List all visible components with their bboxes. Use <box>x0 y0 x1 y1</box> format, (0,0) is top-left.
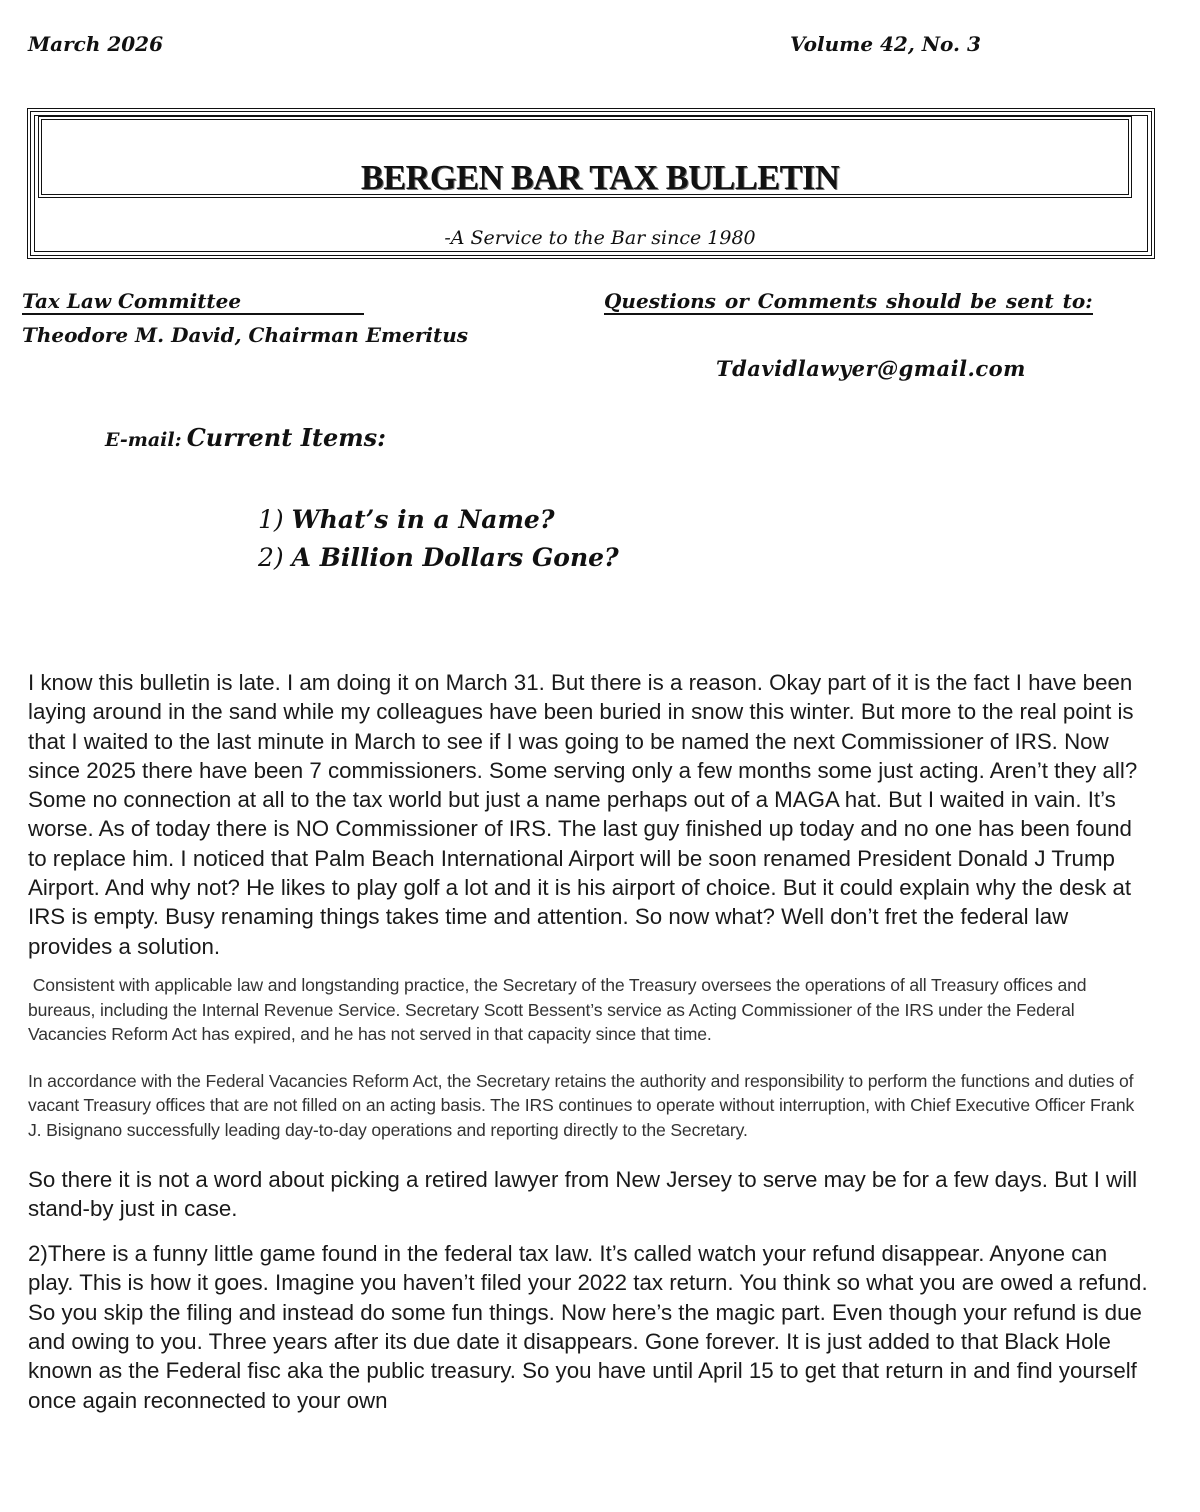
article-paragraph: I know this bulletin is late. I am doing it on March 31. But there is a reason. Okay part of it is the fact I have been laying around in the sand while my colleagues have been buried in snow this winter. But more to the real point is that I waited to the last minute in March to see if I was going to be named the next Commissioner of IRS. Now since 2025 there have been 7 commissioners. Some serving only a few months some just acting. Aren’t they all? Some no connection at all to the tax world but just a name perhaps out of a MAGA hat. But I waited in vain. It’s worse. As of today there is NO Commissioner of IRS. The last guy finished up today and no one has been found to replace him. I noticed that Palm Beach International Airport will be soon renamed President Donald J Trump Airport. And why not? He likes to play golf a lot and it is his airport of choice. But it could explain why the desk at IRS is empty. Busy renaming things takes time and attention. So now what? Well don’t fret the federal law provides a solution. <box>28 670 1138 959</box>
article-body <box>28 668 1150 1427</box>
contact-email-link[interactable]: Tdavidlawyer@gmail.com <box>716 356 1026 381</box>
committee-label: Tax Law Committee <box>22 289 364 315</box>
quoted-paragraph: Consistent with applicable law and longstanding practice, the Secretary of the Treasury oversees the operations of all Treasury offices and bureaus, including the Internal Revenue Service. Secretary Scott Bessent’s service as Acting Commissioner of the IRS under the Federal Vacancies Reform Act has expired, and he has not served in that capacity since that time. <box>28 974 1092 1045</box>
quoted-paragraph: In accordance with the Federal Vacancies Reform Act, the Secretary retains the authority and responsibility to perform the functions and duties of vacant Treasury offices that are not filled on an acting basis. The IRS continues to operate without interruption, with Chief Executive Officer Frank J. Bisignano successfully leading day-to-day operations and reporting directly to the Secretary. <box>28 1070 1135 1140</box>
masthead-subtitle: -A Service to the Bar since 1980 <box>444 227 756 249</box>
current-items-heading <box>105 423 386 452</box>
item-number: 2) <box>258 543 284 572</box>
issue-date: March 2026 <box>28 32 163 56</box>
committee-chair: Theodore M. David, Chairman Emeritus <box>22 323 469 347</box>
item-title: What’s in a Name? <box>291 505 555 534</box>
contact-label: Questions or Comments should be sent to: <box>604 289 1093 313</box>
article-paragraph: 2)There is a funny little game found in the federal tax law. It’s called watch your refund disappear. Anyone can play. This is how it goes. Imagine you haven’t filed your 2022 tax return. You think so what you are owed a refund. So you skip the filing and instead do some fun things. Now here’s the magic part. Even though your refund is due and owing to you. Three years after its due date it disappears. Gone forever. It is just added to that Black Hole known as the Federal fisc aka the public treasury. So you have until April 15 to get that return in and find yourself once again reconnected to your own <box>28 1241 1148 1413</box>
list-item <box>258 501 619 539</box>
article-paragraph: So there it is not a word about picking a retired lawyer from New Jersey to serve may be for a few days. But I will stand-by just in case. <box>28 1166 1138 1221</box>
masthead-title-text: BERGEN BAR TAX BULLETIN <box>360 158 840 197</box>
item-number: 1) <box>258 505 284 534</box>
list-item <box>258 539 619 577</box>
item-title: A Billion Dollars Gone? <box>291 543 619 572</box>
issue-volume: Volume 42, No. 3 <box>790 32 981 56</box>
masthead-title <box>12 158 1188 198</box>
current-items-label: Current Items: <box>186 423 387 452</box>
current-items-list <box>258 501 619 577</box>
email-label: E-mail: <box>105 429 182 451</box>
